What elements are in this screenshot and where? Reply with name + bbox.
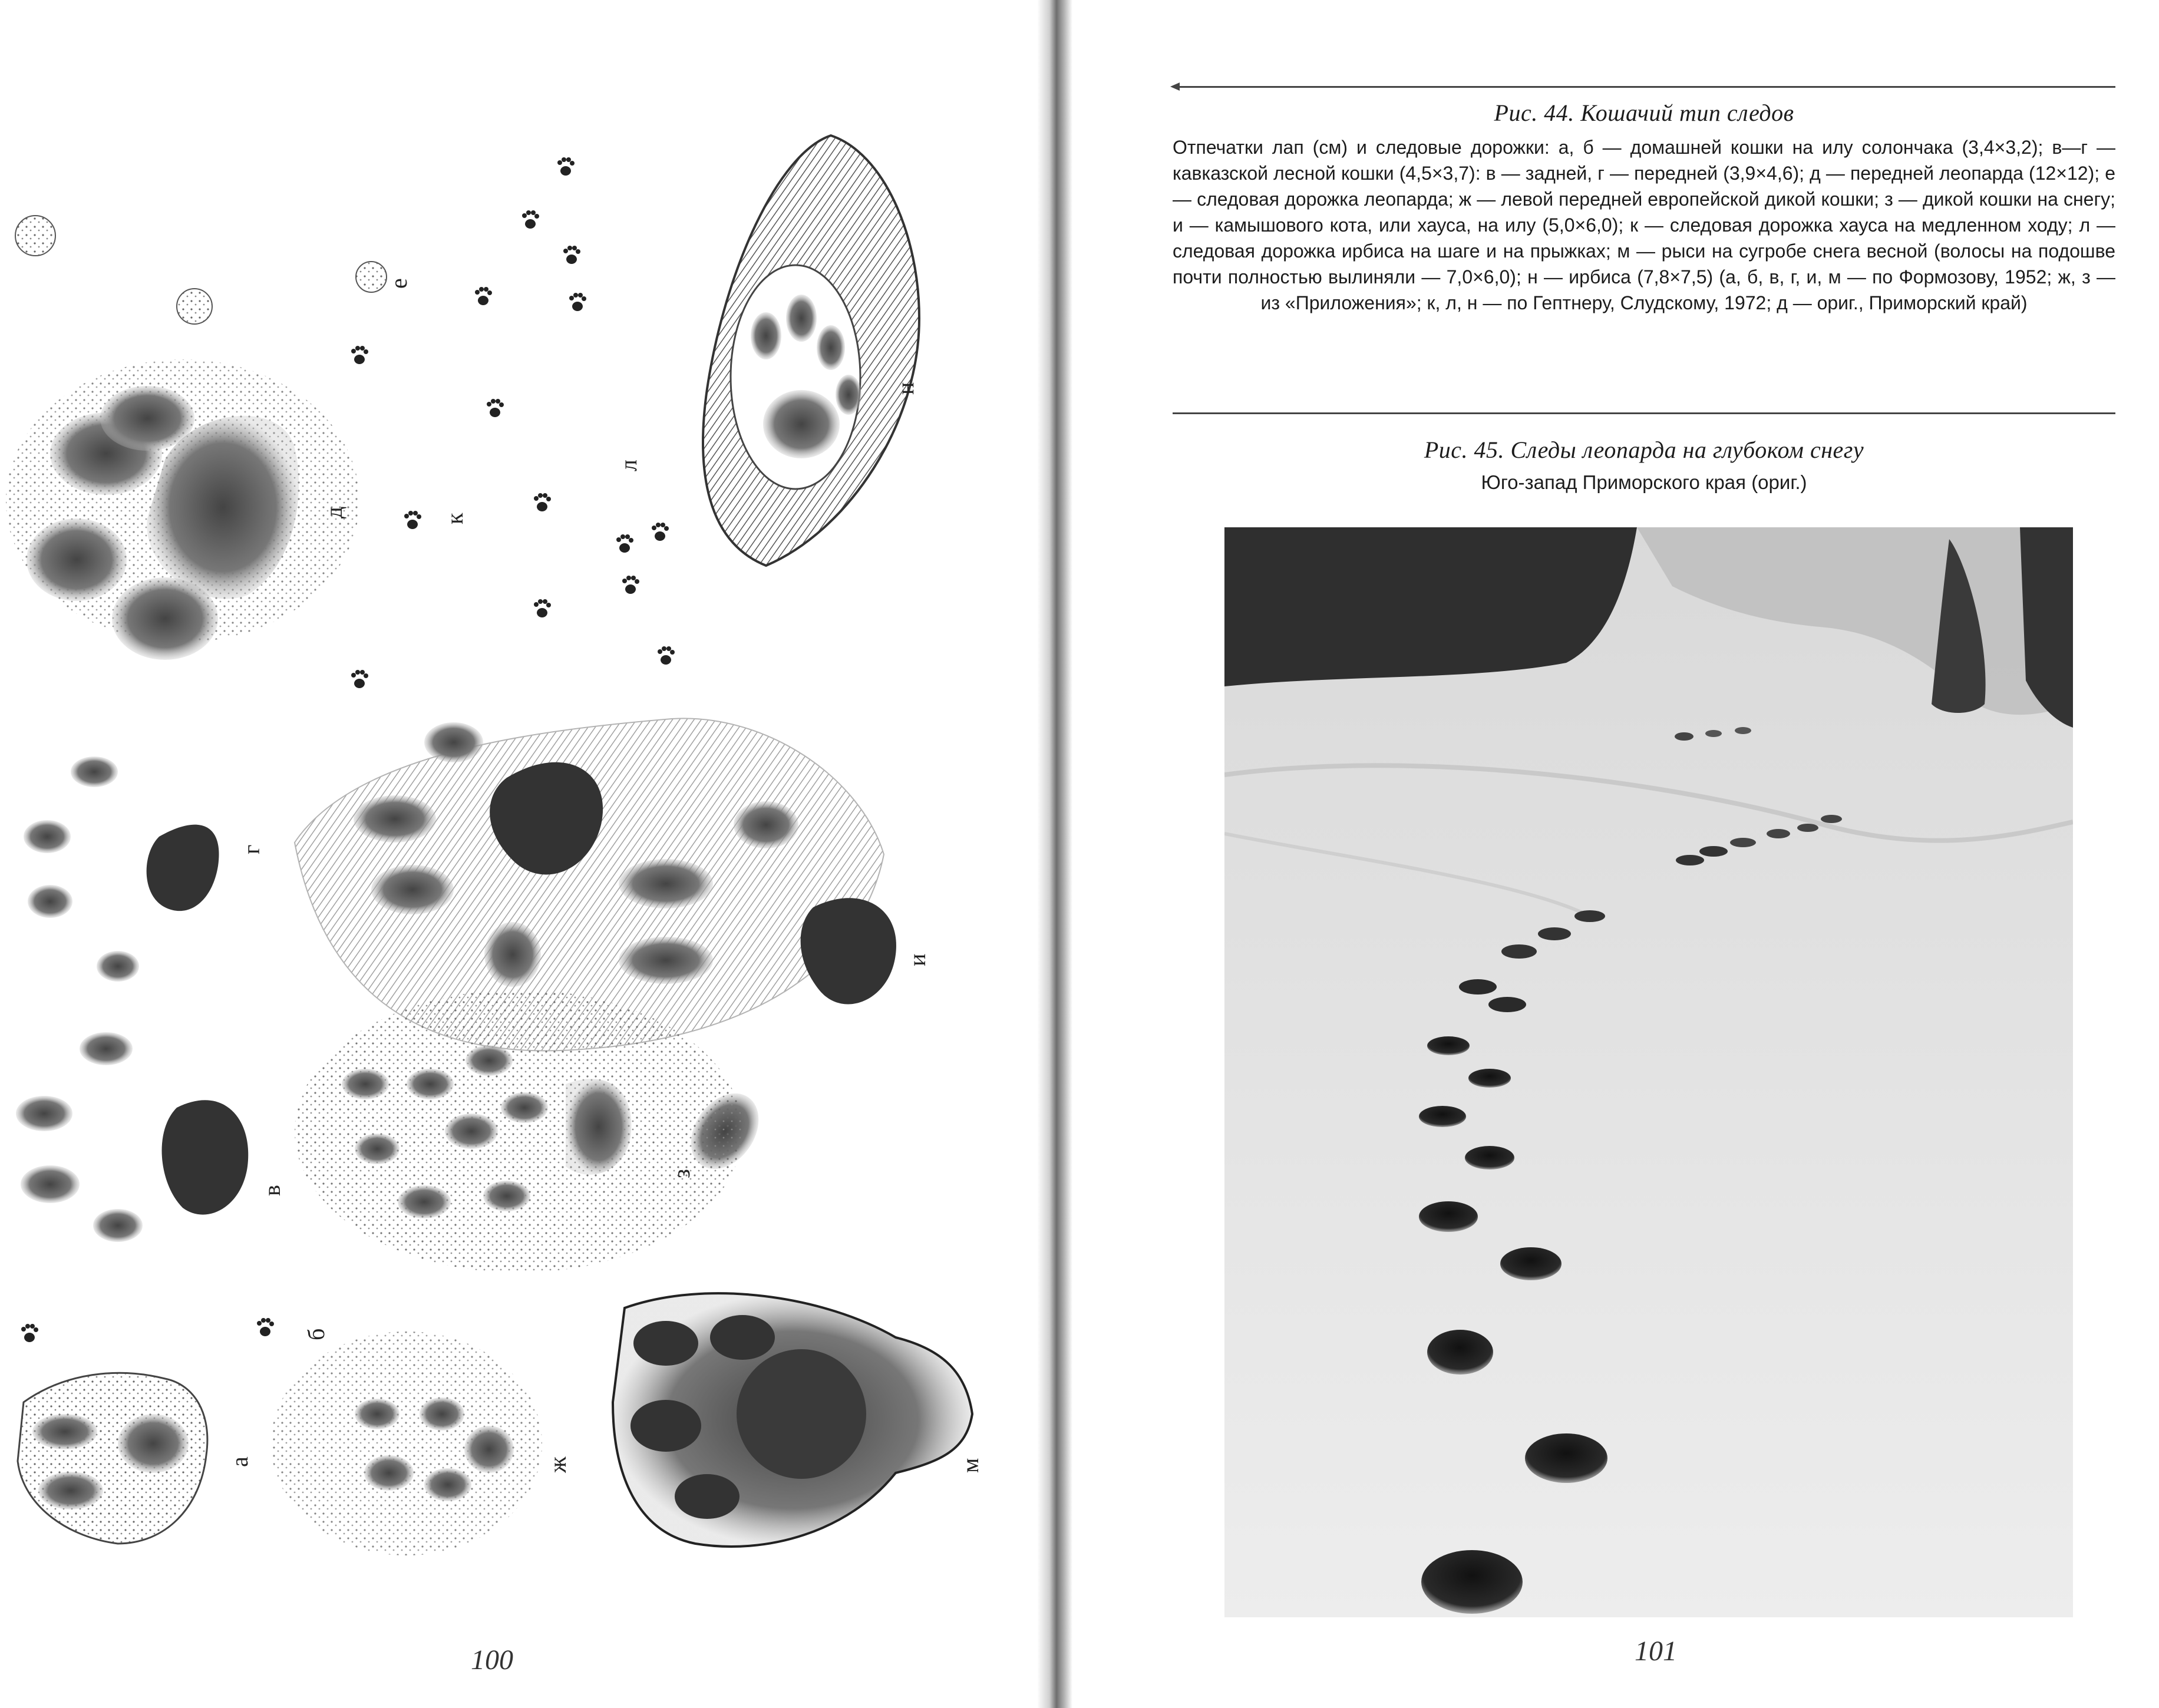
print-d: [6, 359, 359, 660]
leopard-tracks-photo: [1224, 527, 2073, 1617]
label-v: в: [259, 1185, 285, 1196]
print-a: [18, 1324, 207, 1544]
label-b: б: [303, 1328, 329, 1340]
label-n: н: [892, 382, 919, 395]
book-gutter: [1037, 0, 1072, 1708]
label-l: л: [615, 460, 642, 471]
paw-prints-illustration: [0, 118, 1019, 1573]
print-v: [16, 1032, 248, 1242]
label-g: г: [238, 844, 265, 854]
trail-l: [475, 157, 675, 665]
trail-e: [15, 216, 387, 364]
print-m: [613, 1293, 972, 1547]
paw-prints-plate: [0, 118, 1019, 1573]
right-page: [1173, 0, 2127, 1708]
label-k: к: [441, 513, 468, 524]
page-number-left: 100: [471, 1644, 513, 1676]
print-zh: [271, 1332, 542, 1555]
label-zh: ж: [544, 1456, 571, 1473]
left-page: [0, 0, 1055, 1708]
label-z: з: [668, 1169, 695, 1178]
print-n: [703, 136, 919, 566]
trail-k: [351, 511, 421, 688]
figure-44-caption: Отпечатки лап (см) и следовые дорожки: а, б — домашней кошки на илу солончака (3,4×3,2); в—г — кавказской лесной кошки (4,5×3,7): в — задней, г — передней (3,9×4,6); д — передней леопарда (12×12); е — следовая дорожка леопарда; ж — левой передней европейской дикой кошки; з — дикой кошки на снегу; и — камышового кота, или хауса, на илу (5,0×6,0); к — следовая дорожка хауса на медленном ходу; л — следовая дорожка ирбиса на шаге и на прыжках; м — рыси на сугробе снега весной (волосы на подошве почти полностью вылиняли — 7,0×6,0); н — ирбиса (7,8×7,5) (а, б, в, г, и, м — по Формозову, 1952; ж, з — из «Приложения»; к, л, н — по Гептнеру, Слудскому, 1972; д — ориг., Приморский край): [1173, 137, 2115, 313]
snow-tracks-image: [1224, 527, 2073, 1617]
figure-45-title: Рис. 45. Следы леопарда на глубоком снегу: [1424, 437, 1864, 463]
label-i: и: [904, 953, 930, 966]
figure-44-title: Рис. 44. Кошачий тип следов: [1494, 100, 1794, 126]
print-z: [295, 990, 742, 1273]
label-e: е: [385, 278, 412, 289]
top-rule: [1173, 86, 2115, 88]
label-a: а: [226, 1456, 253, 1467]
middle-rule: [1173, 412, 2115, 414]
print-b: [257, 1318, 274, 1336]
page-number-right: 101: [1635, 1636, 1677, 1667]
print-g: [24, 756, 219, 982]
label-d: д: [321, 506, 347, 518]
figure-45-subtitle: Юго-запад Приморского края (ориг.): [1481, 471, 1807, 493]
label-m: м: [957, 1458, 983, 1473]
